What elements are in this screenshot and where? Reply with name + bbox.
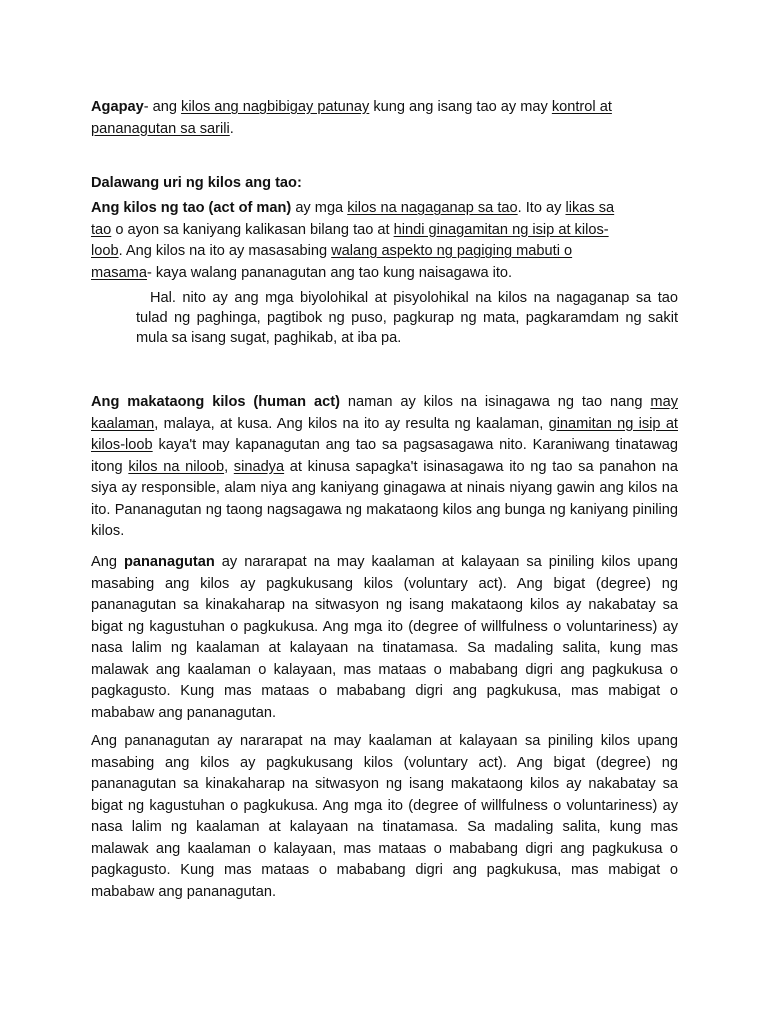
pananagutan-paragraph-repeat: Ang pananagutan ay nararapat na may kaalaman at kalayaan sa piniling kilos upang masabing ang kilos ay pagkukusang kilos (voluntary act). Ang bigat (degree) ng pananagutan sa kinakaharap na sitwasyon ng isang makataong kilos ay nakabatay sa bigat ng kagustuhan o pagkukusa. Ang mga ito (degree of willfulness o voluntariness) ay nasa lalim ng kaalaman at kalayaan na tinatamasa. Sa madaling salita, kung mas malawak ang kaalaman o kalayaan, mas mataas o mababang digri ang pagkukusa o pagkagusto. Kung mas mataas o mababang digri ang pagkukusa, mas mabigat o mababaw ang pananagutan. xyxy=(91,733,678,900)
text-run: , xyxy=(224,458,234,475)
text-run: ay mga xyxy=(291,200,348,216)
pananagutan-paragraph xyxy=(91,552,678,724)
agapay-definition xyxy=(91,97,623,140)
human-act-paragraph xyxy=(91,392,678,543)
underlined-phrase: kontrol at pananagutan sa sarili xyxy=(91,99,612,137)
underlined-phrase: kilos na nagaganap sa tao xyxy=(347,200,518,216)
text-run: naman ay kilos na isinagawa ng tao nang xyxy=(339,394,651,410)
agapay-term: Agapay xyxy=(91,99,144,115)
example-paragraph: Hal. nito ay ang mga biyolohikal at pisyolohikal na kilos na nagaganap sa tao tulad ng paghinga, pagtibok ng puso, pagkurap ng mata, pagkaramdam ng sakit mula sa isang sugat, paghikab, at iba pa. xyxy=(136,290,678,346)
text-run: . Ito ay xyxy=(517,200,566,216)
underlined-phrase: likas sa tao xyxy=(91,200,615,238)
act-of-man-paragraph xyxy=(91,198,623,284)
underlined-phrase: sinadya xyxy=(233,458,285,475)
underlined-phrase: kilos na niloob xyxy=(128,458,225,475)
underlined-phrase: hindi ginagamitan ng isip at kilos- loob xyxy=(91,221,609,259)
underlined-phrase: walang aspekto ng pagiging mabuti o masama xyxy=(91,243,573,281)
pananagutan-term: pananagutan xyxy=(123,554,215,570)
text-run: kaya't may kapanagutan ang tao sa pagsasagawa nito. Karaniwang tinatawag itong xyxy=(91,437,678,475)
text-run: . xyxy=(229,120,234,137)
underlined-phrase: ginamitan ng isip at kilos-loob xyxy=(91,415,678,453)
underlined-phrase: kilos ang nagbibigay patunay xyxy=(181,99,370,115)
text-run: kung ang isang tao ay may xyxy=(369,99,552,115)
section-heading: Dalawang uri ng kilos ang tao: xyxy=(91,175,302,191)
text-run: at kinusa sapagka't isinasagawa ito ng tao sa panahon na siya ay responsible, alam niya ang kaniyang ginagawa at ninais niyang gawin ang kilos na ito. Pananagutan ng taong nagsagawa ng makataong kilos ang bunga ng kaniyang piniling kilos. xyxy=(91,458,678,539)
text-run: o ayon sa kaniyang kalikasan bilang tao at xyxy=(111,221,394,238)
text-run: . Ang kilos na ito ay masasabing xyxy=(118,243,332,259)
text-run: - kaya walang pananagutan ang tao kung naisagawa ito. xyxy=(146,264,513,281)
human-act-term: Ang makataong kilos (human act) xyxy=(91,394,340,410)
text-run: - ang xyxy=(143,99,182,115)
underlined-phrase: may kaalaman xyxy=(91,394,678,432)
text-run: Ang xyxy=(91,554,124,570)
text-run: , malaya, at kusa. Ang kilos na ito ay resulta ng kaalaman, xyxy=(154,415,549,432)
text-run: ay nararapat na may kaalaman at kalayaan sa piniling kilos upang masabing ang kilos ay pagkukusang kilos (voluntary act). Ang bigat (degree) ng pananagutan sa kinakaharap na sitwasyon ng isang makataong kilos ay nakabatay sa bigat ng kagustuhan o pagkukusa. Ang mga ito (degree of willfulness o voluntariness) ay nasa lalim ng kaalaman at kalayaan na tinatamasa. Sa madaling salita, kung mas malawak ang kaalaman o kalayaan, mas mataas o mababang digri ang pagkukusa o pagkagusto. Kung mas mataas o mababang digri ang pagkukusa, mas mabigat o mababaw ang pananagutan. xyxy=(91,554,679,721)
act-of-man-term: Ang kilos ng tao (act of man) xyxy=(91,200,292,216)
